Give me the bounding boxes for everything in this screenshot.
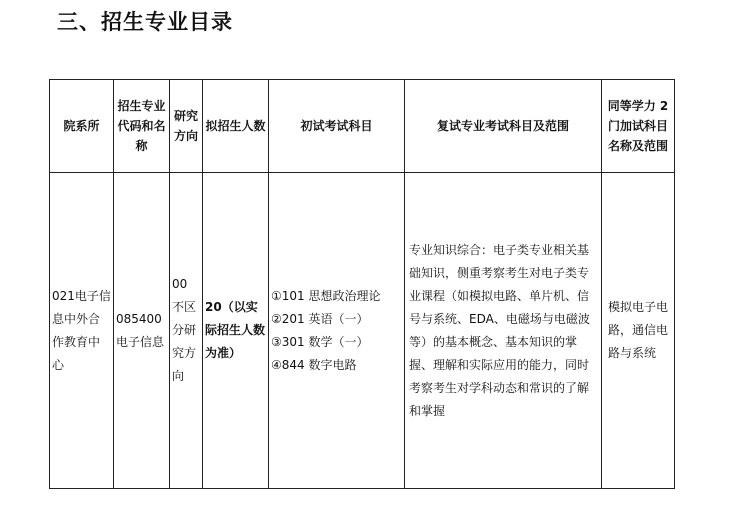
cell-enroll: 20（以实际招生人数为准） xyxy=(203,173,269,489)
cell-equivalent: 模拟电子电路，通信电路与系统 xyxy=(602,173,675,489)
header-initial-exam: 初试考试科目 xyxy=(269,80,405,173)
section-title: 三、招生专业目录 xyxy=(57,10,233,34)
cell-dept: 021电子信息中外合作教育中心 xyxy=(50,173,114,489)
exam-subject-4: ④844 数字电路 xyxy=(271,357,357,372)
exam-subject-1: ①101 思想政治理论 xyxy=(271,288,381,303)
cell-retest: 专业知识综合：电子类专业相关基础知识，侧重考察考生对电子类专业课程（如模拟电路、单片机、信号与系统、EDA、电磁场与电磁波等）的基本概念、基本知识的掌握、理解和实际应用的能力，同时考察考生对学科动态和常识的了解和掌握 xyxy=(405,173,602,489)
header-direction: 研究方向 xyxy=(170,80,203,173)
exam-subject-3: ③301 数学（一） xyxy=(271,334,369,349)
header-major: 招生专业代码和名称 xyxy=(114,80,170,173)
header-enroll: 拟招生人数 xyxy=(203,80,269,173)
header-dept: 院系所 xyxy=(50,80,114,173)
header-row xyxy=(50,80,675,173)
exam-subject-2: ②201 英语（一） xyxy=(271,311,369,326)
major-catalog-table xyxy=(49,79,675,489)
header-retest: 复试专业考试科目及范围 xyxy=(405,80,602,173)
major-name: 电子信息 xyxy=(116,334,165,349)
header-equivalent: 同等学力 2 门加试科目名称及范围 xyxy=(602,80,675,173)
cell-major xyxy=(114,173,170,489)
table-row xyxy=(50,173,675,489)
cell-initial-exam xyxy=(269,173,405,489)
cell-direction: 00 不区分研究方向 xyxy=(170,173,203,489)
major-code: 085400 xyxy=(116,311,162,326)
